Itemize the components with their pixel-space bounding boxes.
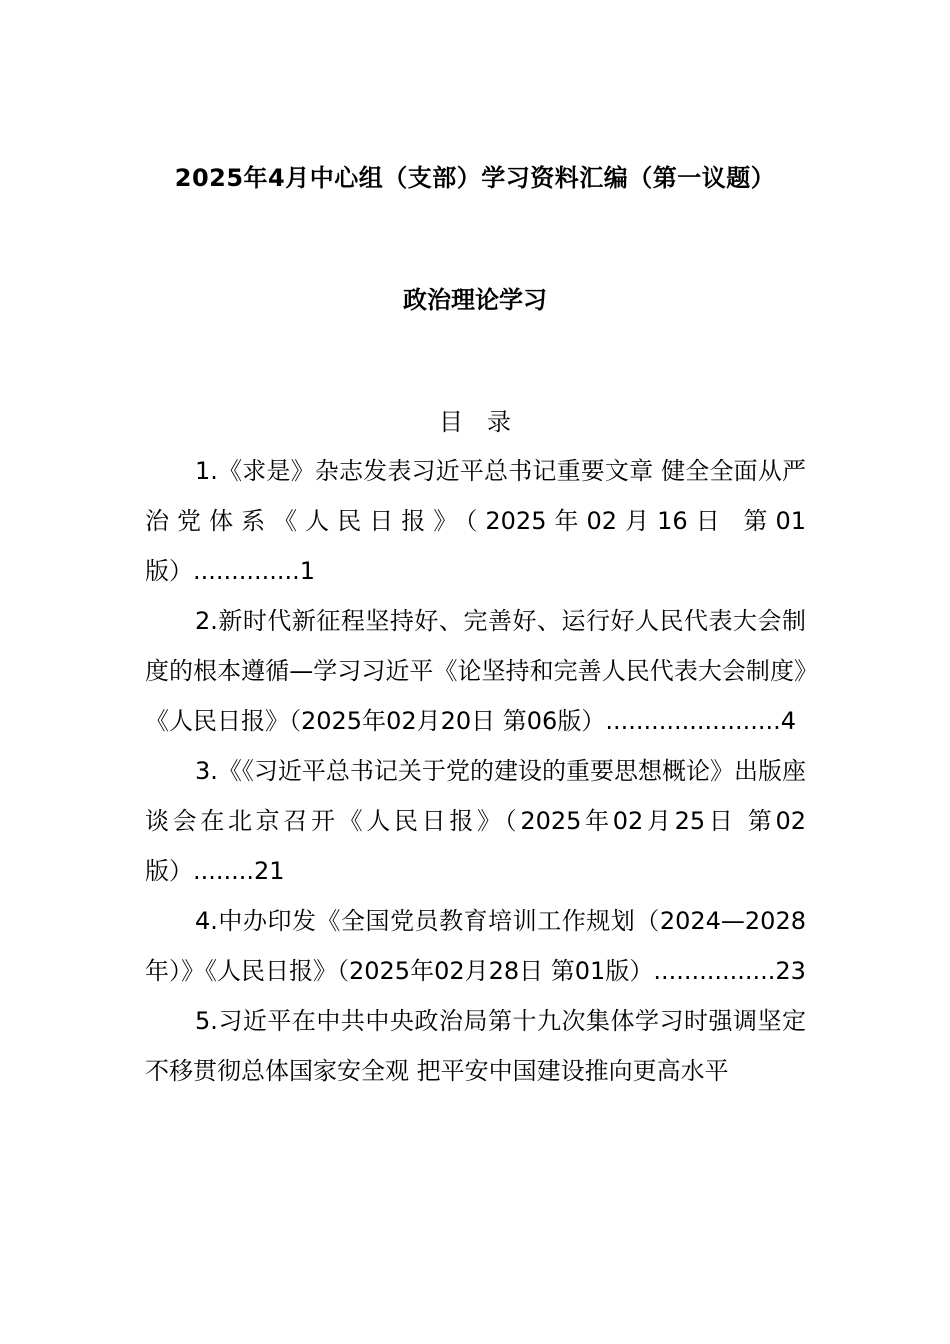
section-title: 政治理论学习 — [403, 286, 547, 314]
toc-heading: 目录 — [439, 408, 535, 436]
table-of-contents — [145, 446, 806, 1096]
toc-item-2[interactable]: 2.新时代新征程坚持好、完善好、运行好人民代表大会制度的根本遵循—学习习近平《论坚持和完善人民代表大会制度》《人民日报》（2025年02月20日 第06版）.......................4 — [145, 607, 806, 735]
toc-item-5[interactable]: 5.习近平在中共中央政治局第十九次集体学习时强调坚定不移贯彻总体国家安全观 把平安中国建设推向更高水平 — [145, 1007, 806, 1085]
toc-item-4[interactable]: 4.中办印发《全国党员教育培训工作规划（2024—2028年）》《人民日报》（2025年02月28日 第01版）................23 — [145, 907, 806, 985]
document-title: 2025年4月中心组（支部）学习资料汇编（第一议题） — [174, 164, 776, 192]
toc-item-3[interactable]: 3.《《习近平总书记关于党的建设的重要思想概论》出版座谈会在北京召开《人民日报》（2025年02月25日 第02版）........21 — [145, 757, 806, 885]
toc-item-1[interactable]: 1.《求是》杂志发表习近平总书记重要文章 健全全面从严治党体系《人民日报》（2025年02月16日 第01版）..............1 — [145, 457, 806, 585]
